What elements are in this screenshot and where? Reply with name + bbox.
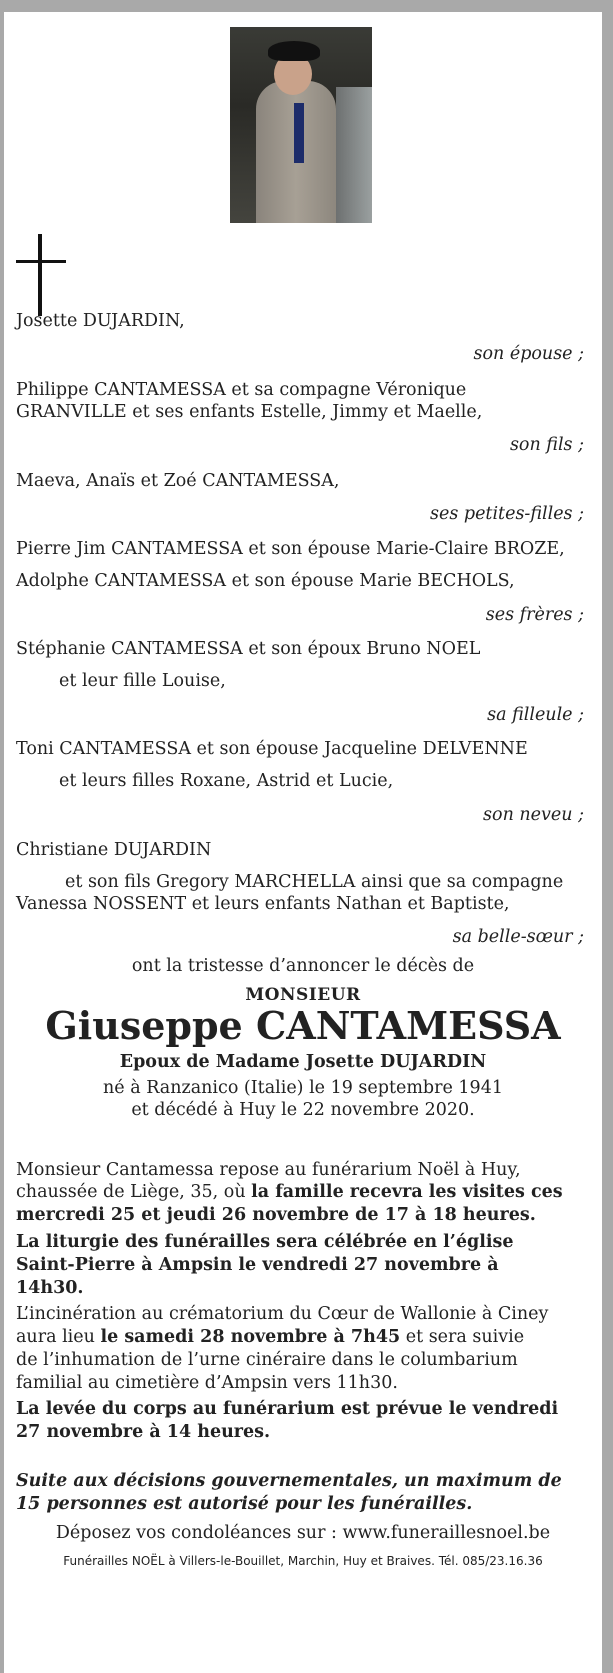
cremation-line: de l’inhumation de l’urne cinéraire dans le columbarium	[16, 1350, 518, 1370]
relation-label: ses frères ;	[485, 605, 584, 625]
family-line: Maeva, Anaïs et Zoé CANTAMESSA,	[16, 471, 340, 491]
relation-label: son fils ;	[509, 435, 584, 455]
removal-line: La levée du corps au funérarium est prévue le vendredi	[16, 1399, 559, 1419]
deceased-title: MONSIEUR	[245, 985, 361, 1005]
family-line: Christiane DUJARDIN	[16, 840, 212, 860]
relation-label: sa belle-sœur ;	[452, 927, 584, 947]
family-line: Stéphanie CANTAMESSA et son époux Bruno NOEL	[16, 639, 481, 659]
family-line: Philippe CANTAMESSA et sa compagne Véronique	[16, 380, 467, 400]
announcement-intro: ont la tristesse d’annoncer le décès de	[131, 956, 475, 976]
cremation-line: familial au cimetière d’Ampsin vers 11h30.	[16, 1373, 398, 1393]
details-line: chaussée de Liège, 35, où la famille recevra les visites ces	[16, 1182, 563, 1202]
portrait-photo	[230, 27, 372, 223]
relation-label: son épouse ;	[473, 344, 584, 364]
liturgy-line: Saint-Pierre à Ampsin le vendredi 27 novembre à	[16, 1255, 499, 1275]
relation-label: sa filleule ;	[487, 705, 584, 725]
family-line: et leur fille Louise,	[59, 671, 226, 691]
relation-label: ses petites-filles ;	[429, 504, 584, 524]
cross-icon	[16, 234, 66, 316]
covid-notice: Suite aux décisions gouvernementales, un maximum de	[16, 1471, 562, 1491]
family-line: Vanessa NOSSENT et leurs enfants Nathan et Baptiste,	[16, 894, 510, 914]
cremation-line: aura lieu le samedi 28 novembre à 7h45 et sera suivie	[16, 1327, 525, 1347]
family-line: Adolphe CANTAMESSA et son épouse Marie BECHOLS,	[16, 571, 515, 591]
cremation-line: L’incinération au crématorium du Cœur de Wallonie à Ciney	[16, 1304, 549, 1324]
family-line: et leurs filles Roxane, Astrid et Lucie,	[59, 771, 394, 791]
liturgy-line: La liturgie des funérailles sera célébrée en l’église	[16, 1232, 514, 1252]
family-line: Josette DUJARDIN,	[16, 311, 185, 331]
spouse-line: Epoux de Madame Josette DUJARDIN	[119, 1052, 487, 1072]
liturgy-line: 14h30.	[16, 1278, 84, 1298]
death-line: et décédé à Huy le 22 novembre 2020.	[131, 1100, 475, 1120]
family-line: et son fils Gregory MARCHELLA ainsi que sa compagne	[65, 872, 564, 892]
obituary-page	[4, 12, 602, 1673]
footer-contact: Funérailles NOËL à Villers-le-Bouillet, Marchin, Huy et Braives. Tél. 085/23.16.36	[63, 1554, 543, 1568]
deceased-name: Giuseppe CANTAMESSA	[45, 1003, 561, 1048]
relation-label: son neveu ;	[483, 805, 584, 825]
details-line: mercredi 25 et jeudi 26 novembre de 17 à 18 heures.	[16, 1205, 536, 1225]
family-line: Pierre Jim CANTAMESSA et son épouse Marie-Claire BROZE,	[16, 539, 565, 559]
details-line: Monsieur Cantamessa repose au funérarium Noël à Huy,	[16, 1160, 521, 1180]
removal-line: 27 novembre à 14 heures.	[16, 1422, 271, 1442]
condolences-link[interactable]: Déposez vos condoléances sur : www.funeraillesnoel.be	[55, 1523, 551, 1543]
family-line: Toni CANTAMESSA et son épouse Jacqueline DELVENNE	[16, 739, 528, 759]
birth-line: né à Ranzanico (Italie) le 19 septembre 1941	[103, 1078, 503, 1098]
family-line: GRANVILLE et ses enfants Estelle, Jimmy et Maelle,	[16, 402, 483, 422]
covid-notice: 15 personnes est autorisé pour les funérailles.	[16, 1494, 473, 1514]
